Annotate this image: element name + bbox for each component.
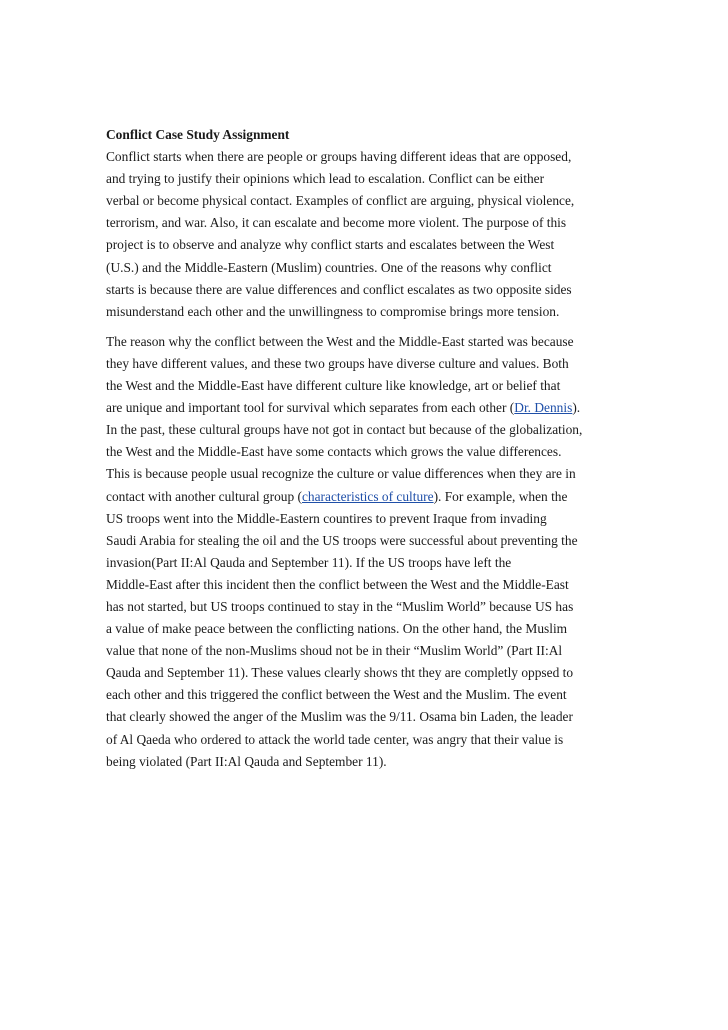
paragraph-2 xyxy=(106,331,646,773)
document-title: Conflict Case Study Assignment xyxy=(106,127,290,142)
text-line: US troops went into the Middle-Eastern countires to prevent Iraque from invading xyxy=(106,510,547,526)
text-line: being violated (Part II:Al Qauda and September 11). xyxy=(106,753,387,769)
text-line: misunderstand each other and the unwillingness to compromise brings more tension. xyxy=(106,303,560,319)
text-line: In the past, these cultural groups have not got in contact but because of the globalization, xyxy=(106,422,583,438)
text-line: the West and the Middle-East have some contacts which grows the value differences. xyxy=(106,444,562,460)
text-line: (U.S.) and the Middle-Eastern (Muslim) countries. One of the reasons why conflict xyxy=(106,259,552,275)
text-line: they have different values, and these two groups have diverse culture and values. Both xyxy=(106,355,569,371)
text-line: starts is because there are value differences and conflict escalates as two opposite sides xyxy=(106,281,572,297)
text-line: a value of make peace between the conflicting nations. On the other hand, the Muslim xyxy=(106,621,568,637)
text-line: that clearly showed the anger of the Muslim was the 9/11. Osama bin Laden, the leader xyxy=(106,709,573,725)
dr-dennis-link[interactable]: Dr. Dennis xyxy=(514,400,573,416)
text-line: Middle-East after this incident then the conflict between the West and the Middle-East xyxy=(106,576,569,592)
text-line: of Al Qaeda who ordered to attack the world tade center, was angry that their value is xyxy=(106,731,564,747)
text-line-with-link xyxy=(106,486,646,508)
text-line: verbal or become physical contact. Examples of conflict are arguing, physical violence, xyxy=(106,193,575,209)
text-segment: ). For example, when the xyxy=(433,488,568,504)
characteristics-of-culture-link[interactable]: characteristics of culture xyxy=(301,488,434,504)
paragraph-1 xyxy=(106,146,646,323)
text-segment: ). xyxy=(572,400,581,416)
text-line: the West and the Middle-East have different culture like knowledge, art or belief that xyxy=(106,378,561,394)
text-line: value that none of the non-Muslims shoud not be in their “Muslim World” (Part II:Al xyxy=(106,643,563,659)
text-line: invasion(Part II:Al Qauda and September 11). If the US troops have left the xyxy=(106,554,512,570)
text-line: has not started, but US troops continued to stay in the “Muslim World” because US has xyxy=(106,598,574,614)
text-segment: are unique and important tool for survival which separates from each other ( xyxy=(106,400,515,416)
text-line: terrorism, and war. Also, it can escalate and become more violent. The purpose of this xyxy=(106,215,567,231)
text-line-with-link xyxy=(106,397,646,419)
text-line: Saudi Arabia for stealing the oil and the US troops were successful about preventing the xyxy=(106,532,578,548)
text-line: This is because people usual recognize the culture or value differences when they are in xyxy=(106,466,576,482)
text-line: Qauda and September 11). These values clearly shows tht they are completly oppsed to xyxy=(106,665,574,681)
text-line: and trying to justify their opinions which lead to escalation. Conflict can be either xyxy=(106,171,545,187)
paragraph-spacer xyxy=(106,323,646,331)
text-line: The reason why the conflict between the West and the Middle-East started was because xyxy=(106,333,574,349)
text-line: Conflict starts when there are people or groups having different ideas that are opposed, xyxy=(106,149,572,165)
text-segment: contact with another cultural group ( xyxy=(106,488,302,504)
text-line: each other and this triggered the conflict between the West and the Muslim. The event xyxy=(106,687,567,703)
text-line: project is to observe and analyze why conflict starts and escalates between the West xyxy=(106,237,555,253)
document-body xyxy=(106,124,646,773)
